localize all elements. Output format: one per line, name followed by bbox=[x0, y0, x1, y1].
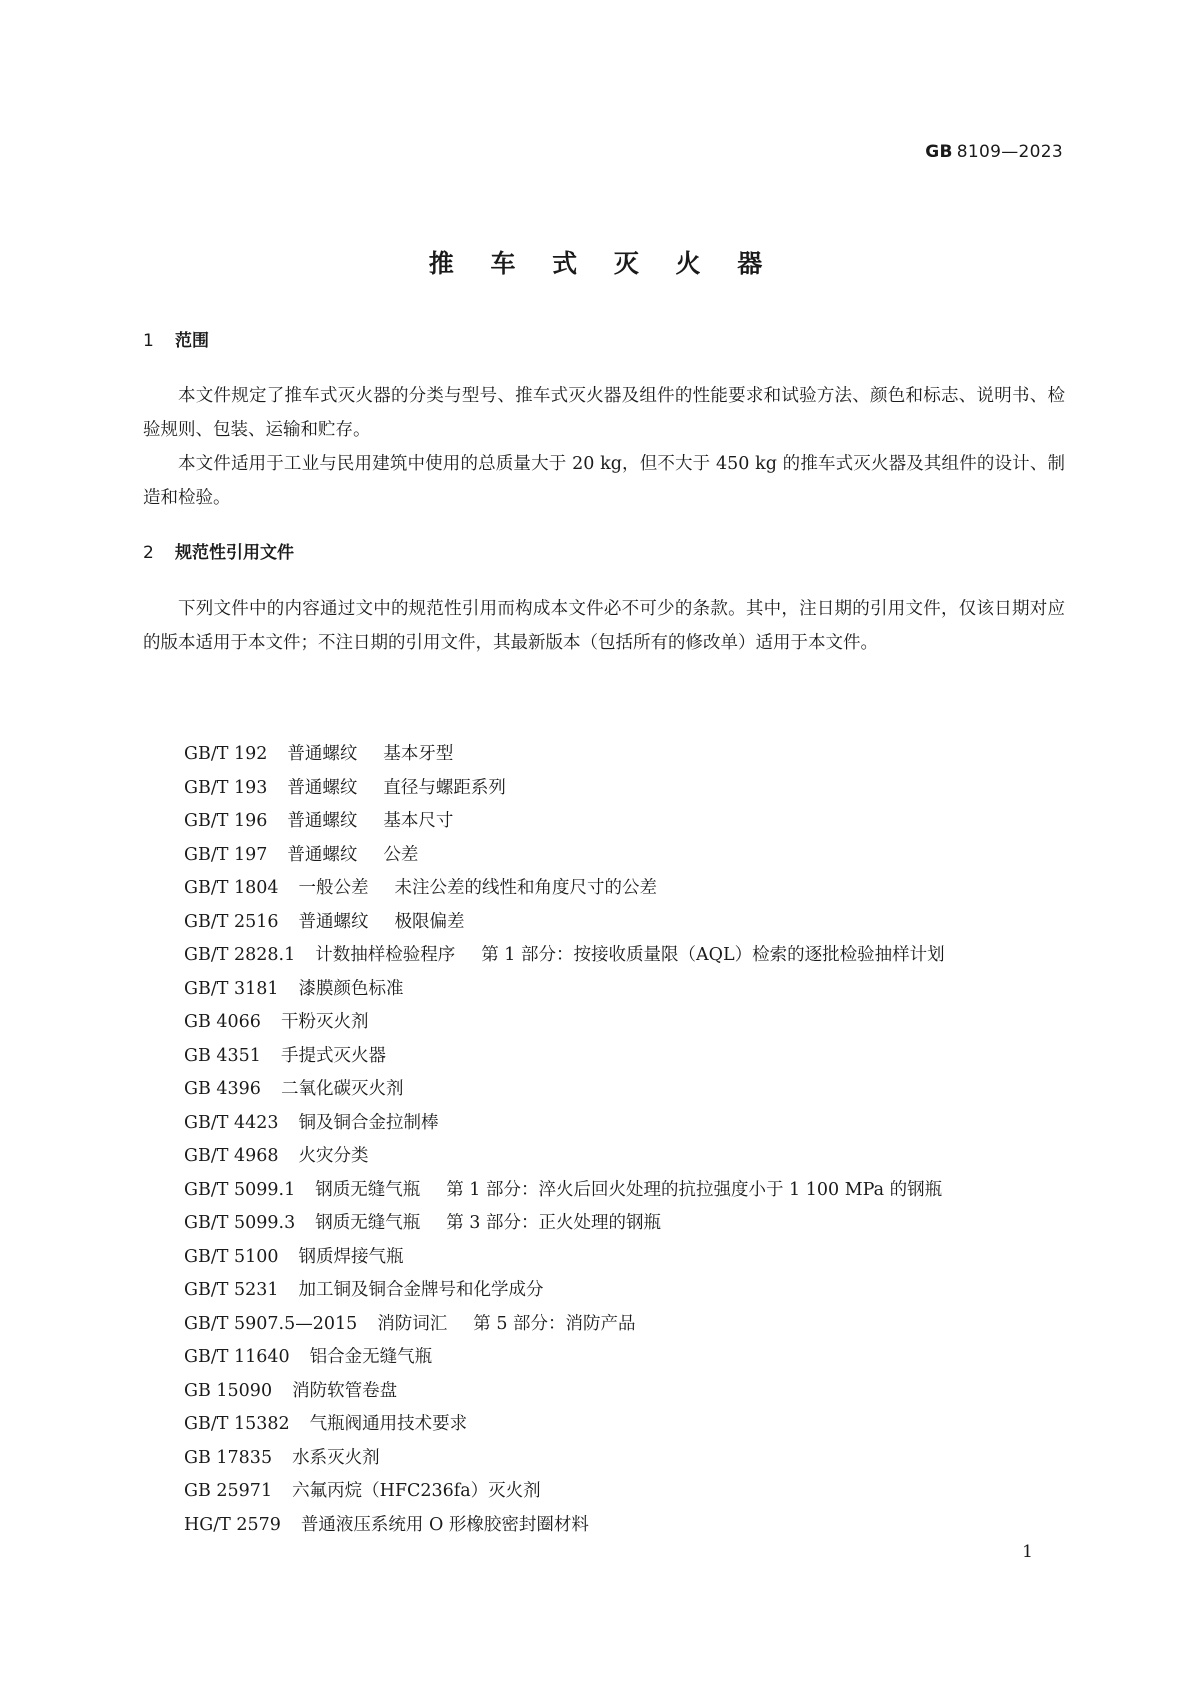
section-1-number: 1 bbox=[143, 331, 154, 351]
reference-code: GB 17835 bbox=[184, 1447, 273, 1468]
reference-item bbox=[184, 1308, 945, 1342]
reference-title: 普通螺纹 bbox=[287, 744, 358, 764]
reference-code: GB 4066 bbox=[184, 1012, 261, 1032]
reference-code: GB 25971 bbox=[184, 1481, 273, 1501]
reference-title: 普通螺纹 bbox=[287, 777, 358, 798]
reference-subtitle: 基本尺寸 bbox=[383, 811, 454, 831]
reference-subtitle: 第 1 部分：按接收质量限（AQL）检索的逐批检验抽样计划 bbox=[481, 945, 945, 965]
reference-item bbox=[184, 973, 945, 1007]
reference-item bbox=[184, 1442, 945, 1476]
reference-code: GB/T 196 bbox=[184, 811, 268, 831]
reference-title: 气瓶阀通用技术要求 bbox=[309, 1414, 468, 1434]
document-title: 推 车 式 灭 火 器 bbox=[428, 249, 777, 278]
reference-title: 水系灭火剂 bbox=[292, 1447, 380, 1468]
standard-code bbox=[925, 142, 1063, 162]
reference-title: 计数抽样检验程序 bbox=[315, 945, 456, 965]
reference-code: GB/T 5100 bbox=[184, 1246, 279, 1267]
reference-code: GB 4396 bbox=[184, 1079, 261, 1099]
reference-title: 二氧化碳灭火剂 bbox=[280, 1079, 404, 1099]
reference-title: 消防词汇 bbox=[377, 1313, 448, 1334]
reference-subtitle: 基本牙型 bbox=[383, 744, 454, 764]
reference-item bbox=[184, 1341, 945, 1375]
reference-item bbox=[184, 839, 945, 873]
reference-code: GB/T 4423 bbox=[184, 1112, 279, 1133]
page-number: 1 bbox=[1022, 1542, 1033, 1562]
reference-title: 铝合金无缝气瓶 bbox=[309, 1347, 433, 1367]
reference-code: GB/T 5907.5—2015 bbox=[184, 1313, 358, 1334]
reference-code: GB/T 5099.1 bbox=[184, 1179, 296, 1200]
reference-item bbox=[184, 1073, 945, 1107]
section-1-heading bbox=[143, 326, 209, 351]
reference-item bbox=[184, 738, 945, 772]
reference-title: 手提式灭火器 bbox=[280, 1045, 386, 1066]
reference-item bbox=[184, 1408, 945, 1442]
standard-prefix: GB bbox=[925, 142, 953, 162]
reference-code: GB/T 192 bbox=[184, 744, 268, 764]
reference-title: 钢质无缝气瓶 bbox=[315, 1179, 421, 1200]
reference-subtitle: 第 5 部分：消防产品 bbox=[473, 1313, 636, 1334]
reference-code: GB/T 5231 bbox=[184, 1280, 279, 1300]
section-1-title: 范围 bbox=[175, 331, 209, 351]
reference-item bbox=[184, 1475, 945, 1509]
reference-item bbox=[184, 1107, 945, 1141]
reference-code: GB/T 15382 bbox=[184, 1414, 290, 1434]
reference-title: 消防软管卷盘 bbox=[292, 1380, 398, 1401]
reference-title: 火灾分类 bbox=[298, 1146, 369, 1166]
reference-title: 干粉灭火剂 bbox=[280, 1012, 369, 1032]
reference-title: 漆膜颜色标准 bbox=[298, 978, 404, 999]
reference-code: GB/T 2516 bbox=[184, 911, 279, 932]
reference-subtitle: 未注公差的线性和角度尺寸的公差 bbox=[394, 878, 658, 898]
reference-item bbox=[184, 1509, 945, 1543]
reference-code: GB/T 3181 bbox=[184, 978, 279, 999]
reference-subtitle: 极限偏差 bbox=[394, 911, 465, 932]
reference-item bbox=[184, 1274, 945, 1308]
section-2-number: 2 bbox=[143, 543, 154, 563]
reference-title: 普通螺纹 bbox=[287, 844, 358, 865]
reference-title: 普通螺纹 bbox=[287, 811, 358, 831]
reference-title: 加工铜及铜合金牌号和化学成分 bbox=[298, 1280, 544, 1300]
reference-item bbox=[184, 939, 945, 973]
reference-item bbox=[184, 1207, 945, 1241]
reference-code: GB/T 197 bbox=[184, 844, 268, 865]
section-2-intro: 下列文件中的内容通过文中的规范性引用而构成本文件必不可少的条款。其中，注日期的引用文件，仅该日期对应的版本适用于本文件；不注日期的引用文件，其最新版本（包括所有的修改单）适用于本文件。 bbox=[143, 599, 1065, 653]
reference-item bbox=[184, 872, 945, 906]
reference-list bbox=[184, 738, 945, 1542]
section-1-paragraph-1: 本文件规定了推车式灭火器的分类与型号、推车式灭火器及组件的性能要求和试验方法、颜色和标志、说明书、检验规则、包装、运输和贮存。 bbox=[143, 386, 1065, 440]
reference-title: 普通螺纹 bbox=[298, 911, 369, 932]
reference-subtitle: 第 1 部分：淬火后回火处理的抗拉强度小于 1 100 MPa 的钢瓶 bbox=[446, 1179, 943, 1200]
reference-item bbox=[184, 1006, 945, 1040]
reference-code: GB/T 11640 bbox=[184, 1347, 290, 1367]
reference-code: GB/T 193 bbox=[184, 777, 268, 798]
reference-item bbox=[184, 906, 945, 940]
reference-code: HG/T 2579 bbox=[184, 1514, 281, 1535]
reference-subtitle: 直径与螺距系列 bbox=[383, 777, 506, 798]
reference-item bbox=[184, 1241, 945, 1275]
reference-title: 六氟丙烷（HFC236fa）灭火剂 bbox=[292, 1481, 541, 1501]
section-2-title: 规范性引用文件 bbox=[175, 543, 294, 563]
reference-code: GB 4351 bbox=[184, 1045, 261, 1066]
reference-item bbox=[184, 1140, 945, 1174]
reference-code: GB/T 4968 bbox=[184, 1146, 279, 1166]
reference-item bbox=[184, 772, 945, 806]
reference-code: GB/T 5099.3 bbox=[184, 1213, 296, 1233]
reference-code: GB/T 2828.1 bbox=[184, 945, 296, 965]
reference-item bbox=[184, 1174, 945, 1208]
standard-number: 8109—2023 bbox=[956, 142, 1063, 162]
reference-item bbox=[184, 1375, 945, 1409]
reference-item bbox=[184, 805, 945, 839]
reference-title: 普通液压系统用 O 形橡胶密封圈材料 bbox=[300, 1514, 589, 1535]
reference-subtitle: 公差 bbox=[383, 844, 419, 865]
reference-item bbox=[184, 1040, 945, 1074]
section-1-paragraph-2: 本文件适用于工业与民用建筑中使用的总质量大于 20 kg，但不大于 450 kg 的推车式灭火器及其组件的设计、制造和检验。 bbox=[143, 454, 1065, 508]
reference-subtitle: 第 3 部分：正火处理的钢瓶 bbox=[446, 1213, 661, 1233]
reference-code: GB 15090 bbox=[184, 1380, 273, 1401]
reference-title: 一般公差 bbox=[298, 878, 369, 898]
reference-code: GB/T 1804 bbox=[184, 878, 279, 898]
reference-title: 钢质焊接气瓶 bbox=[298, 1246, 404, 1267]
reference-title: 铜及铜合金拉制棒 bbox=[298, 1112, 439, 1133]
reference-title: 钢质无缝气瓶 bbox=[315, 1213, 421, 1233]
section-2-heading bbox=[143, 538, 294, 563]
